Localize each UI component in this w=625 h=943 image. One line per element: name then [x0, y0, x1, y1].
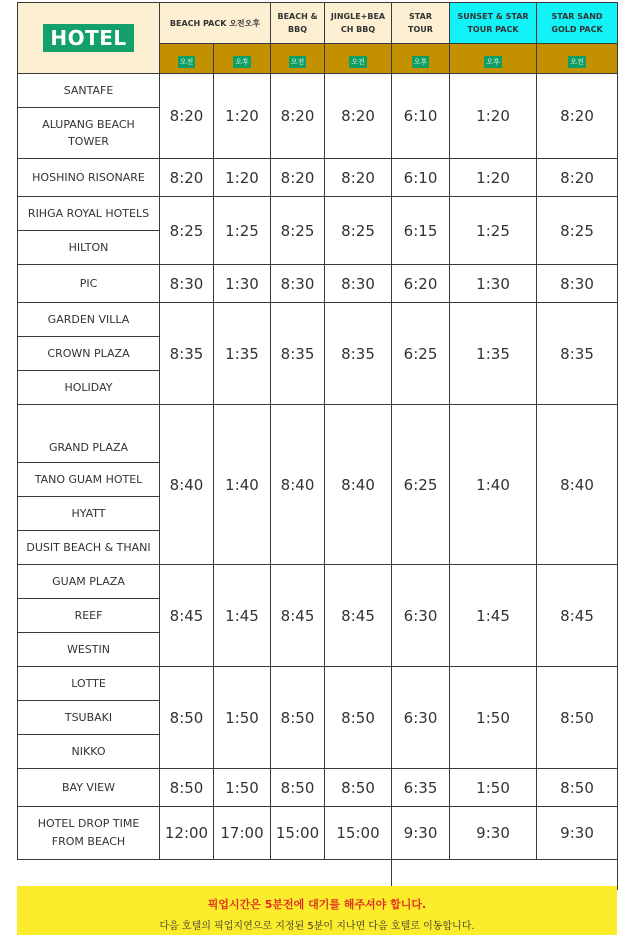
pickup-time-cell: 1:45 — [450, 565, 537, 667]
hotel-name-cell — [18, 371, 160, 405]
hotel-row — [18, 265, 618, 303]
pickup-time-cell: 8:20 — [325, 74, 392, 159]
hotel-name: HOSHINO RISONARE — [32, 171, 145, 184]
pickup-time-cell: 1:45 — [214, 565, 271, 667]
time-of-day-cell — [214, 44, 271, 74]
time-of-day-badge: 오전 — [179, 58, 194, 66]
hotel-name-cell — [18, 463, 160, 497]
drop-label-line: FROM BEACH — [51, 835, 126, 848]
empty-row — [18, 860, 618, 890]
time-of-day-cell — [537, 44, 618, 74]
pickup-time-cell: 8:25 — [271, 197, 325, 265]
pickup-time-cell: 8:20 — [537, 159, 618, 197]
pickup-time-cell: 1:20 — [450, 74, 537, 159]
time-of-day-badge: 오후 — [235, 58, 249, 66]
hotel-row — [18, 769, 618, 807]
drop-time-cell: 17:00 — [214, 807, 271, 860]
time-of-day-cell — [160, 44, 214, 74]
tour-title-line: STAR SAND — [551, 12, 603, 21]
pickup-time-cell: 8:25 — [325, 197, 392, 265]
pickup-time-cell: 8:30 — [537, 265, 618, 303]
notice-warning: 픽업시간은 5분전에 대기를 해주셔야 합니다. — [207, 898, 427, 911]
tour-title-line: BEACH & — [277, 12, 318, 21]
hotel-name-cell — [18, 303, 160, 337]
empty-cell — [392, 860, 618, 890]
hotel-name-cell — [18, 531, 160, 565]
drop-label-line: HOTEL DROP TIME — [37, 817, 140, 830]
pickup-time-cell: 8:40 — [160, 405, 214, 565]
pickup-time-cell: 8:45 — [325, 565, 392, 667]
hotel-name: RIHGA ROYAL HOTELS — [27, 207, 150, 220]
tour-column-header — [160, 3, 271, 44]
hotel-header-cell — [18, 3, 160, 74]
hotel-name: GRAND PLAZA — [48, 441, 129, 454]
hotel-row — [18, 159, 618, 197]
time-of-day-cell — [271, 44, 325, 74]
pickup-time-cell: 1:35 — [214, 303, 271, 405]
hotel-name-cell — [18, 197, 160, 231]
pickup-time-cell: 6:10 — [392, 159, 450, 197]
pickup-time-cell: 8:50 — [271, 769, 325, 807]
pickup-time-cell: 8:50 — [537, 667, 618, 769]
pickup-time-cell: 8:20 — [271, 74, 325, 159]
pickup-time-cell: 8:45 — [271, 565, 325, 667]
notice-detail: 다음 호텔의 픽업지연으로 지정된 5분이 지나면 다음 호텔로 이동합니다. — [159, 921, 475, 932]
pickup-time-cell: 6:15 — [392, 197, 450, 265]
hotel-row — [18, 405, 618, 463]
pickup-time-cell: 8:30 — [271, 265, 325, 303]
pickup-time-cell: 8:20 — [271, 159, 325, 197]
pickup-time-cell: 1:35 — [450, 303, 537, 405]
drop-time-cell: 9:30 — [537, 807, 618, 860]
pickup-time-cell: 1:20 — [214, 159, 271, 197]
hotel-name: HYATT — [71, 507, 106, 520]
drop-time-cell: 15:00 — [325, 807, 392, 860]
tour-column-header — [450, 3, 537, 44]
hotel-name-cell — [18, 108, 160, 159]
pickup-time-cell: 8:35 — [537, 303, 618, 405]
pickup-time-cell: 1:50 — [450, 769, 537, 807]
pickup-time-cell: 6:20 — [392, 265, 450, 303]
hotel-name: BAY VIEW — [61, 781, 116, 794]
hotel-row — [18, 565, 618, 599]
time-of-day-cell — [450, 44, 537, 74]
hotel-name-cell — [18, 74, 160, 108]
pickup-time-cell: 1:30 — [214, 265, 271, 303]
hotel-name-cell — [18, 667, 160, 701]
pickup-time-cell: 1:30 — [450, 265, 537, 303]
tour-title-line: TOUR PACK — [467, 25, 519, 34]
pickup-time-cell: 6:30 — [392, 565, 450, 667]
drop-time-row — [18, 807, 618, 860]
time-of-day-badge: 오전 — [290, 58, 305, 66]
hotel-name-cell — [18, 405, 160, 463]
pickup-time-cell: 8:50 — [537, 769, 618, 807]
time-of-day-badge: 오후 — [486, 58, 500, 66]
time-of-day-badge: 오전 — [351, 58, 365, 66]
drop-time-cell: 9:30 — [450, 807, 537, 860]
tour-title-line: STAR — [409, 12, 432, 21]
pickup-time-cell: 8:50 — [325, 667, 392, 769]
pickup-time-cell: 8:30 — [325, 265, 392, 303]
drop-label-cell — [18, 807, 160, 860]
pickup-time-cell: 8:20 — [537, 74, 618, 159]
pickup-time-cell: 8:35 — [271, 303, 325, 405]
drop-time-cell: 15:00 — [271, 807, 325, 860]
pickup-time-cell: 8:35 — [160, 303, 214, 405]
pickup-time-cell: 6:30 — [392, 667, 450, 769]
hotel-name-cell — [18, 231, 160, 265]
tour-title-line: JINGLE+BEA — [330, 12, 386, 21]
pickup-time-cell: 8:45 — [160, 565, 214, 667]
tour-column-header — [325, 3, 392, 44]
pickup-time-cell: 1:25 — [214, 197, 271, 265]
hotel-row — [18, 303, 618, 337]
pickup-time-cell: 8:20 — [160, 159, 214, 197]
pickup-time-cell: 8:50 — [325, 769, 392, 807]
tour-column-header — [271, 3, 325, 44]
hotel-name-cell — [18, 599, 160, 633]
empty-cell — [18, 860, 392, 890]
hotel-title-badge: HOTEL — [43, 24, 133, 52]
hotel-row — [18, 74, 618, 108]
pickup-time-cell: 8:30 — [160, 265, 214, 303]
hotel-name: DUSIT BEACH & THANI — [26, 541, 151, 554]
hotel-name: REEF — [74, 609, 103, 622]
drop-time-cell: 12:00 — [160, 807, 214, 860]
hotel-name-cell — [18, 735, 160, 769]
pickup-time-cell: 8:40 — [325, 405, 392, 565]
hotel-name-cell — [18, 159, 160, 197]
pickup-time-cell: 6:25 — [392, 303, 450, 405]
hotel-name-cell — [18, 769, 160, 807]
hotel-name-cell — [18, 337, 160, 371]
pickup-time-cell: 8:45 — [537, 565, 618, 667]
hotel-name: NIKKO — [71, 745, 106, 758]
hotel-name-cell — [18, 265, 160, 303]
tour-title-line: TOUR — [408, 25, 433, 34]
pickup-time-cell: 1:20 — [450, 159, 537, 197]
hotel-row — [18, 197, 618, 231]
pickup-time-cell: 8:35 — [325, 303, 392, 405]
pickup-time-cell: 1:50 — [214, 667, 271, 769]
pickup-time-cell: 8:50 — [271, 667, 325, 769]
hotel-name: TSUBAKI — [64, 711, 113, 724]
hotel-name: HOLIDAY — [64, 381, 113, 394]
pickup-time-cell: 8:20 — [160, 74, 214, 159]
hotel-row — [18, 667, 618, 701]
pickup-time-cell: 1:50 — [214, 769, 271, 807]
tour-column-header — [392, 3, 450, 44]
pickup-time-cell: 8:50 — [160, 769, 214, 807]
tour-title-line: BBQ — [288, 25, 308, 34]
hotel-name: SANTAFE — [63, 84, 114, 97]
hotel-name-cell — [18, 497, 160, 531]
time-of-day-badge: 오전 — [570, 58, 584, 66]
tour-title-line: GOLD PACK — [551, 25, 603, 34]
hotel-name: CROWN PLAZA — [47, 347, 130, 360]
drop-time-cell: 9:30 — [392, 807, 450, 860]
pickup-time-cell: 8:25 — [160, 197, 214, 265]
pickup-time-cell: 6:25 — [392, 405, 450, 565]
pickup-time-cell: 8:40 — [271, 405, 325, 565]
pickup-time-cell: 6:35 — [392, 769, 450, 807]
pickup-schedule-table — [17, 2, 618, 890]
time-of-day-cell — [325, 44, 392, 74]
hotel-name-cell — [18, 633, 160, 667]
hotel-name: HILTON — [68, 241, 109, 254]
pickup-time-cell: 8:25 — [537, 197, 618, 265]
pickup-time-cell: 1:50 — [450, 667, 537, 769]
hotel-name-cell — [18, 701, 160, 735]
pickup-time-cell: 8:20 — [325, 159, 392, 197]
tour-title-line: SUNSET & STAR — [457, 12, 529, 21]
hotel-name-cell — [18, 565, 160, 599]
hotel-name: GARDEN VILLA — [47, 313, 130, 326]
pickup-time-cell: 1:25 — [450, 197, 537, 265]
tour-column-header — [537, 3, 618, 44]
pickup-time-cell: 1:40 — [214, 405, 271, 565]
pickup-notice — [17, 886, 617, 935]
hotel-name: LOTTE — [71, 677, 106, 690]
pickup-time-cell: 6:10 — [392, 74, 450, 159]
hotel-name: TANO GUAM HOTEL — [34, 473, 143, 486]
time-of-day-cell — [392, 44, 450, 74]
hotel-name: PIC — [79, 277, 98, 290]
hotel-name: GUAM PLAZA — [52, 575, 125, 588]
tour-title-line: BEACH PACK 오전오후 — [169, 18, 261, 28]
time-of-day-badge: 오후 — [413, 58, 428, 66]
pickup-time-cell: 1:40 — [450, 405, 537, 565]
tour-title-line: CH BBQ — [340, 25, 376, 34]
hotel-name: WESTIN — [66, 643, 110, 656]
pickup-time-cell: 8:50 — [160, 667, 214, 769]
header-row — [18, 3, 618, 44]
hotel-name: ALUPANG BEACH TOWER — [42, 118, 135, 148]
pickup-time-cell: 1:20 — [214, 74, 271, 159]
pickup-time-cell: 8:40 — [537, 405, 618, 565]
